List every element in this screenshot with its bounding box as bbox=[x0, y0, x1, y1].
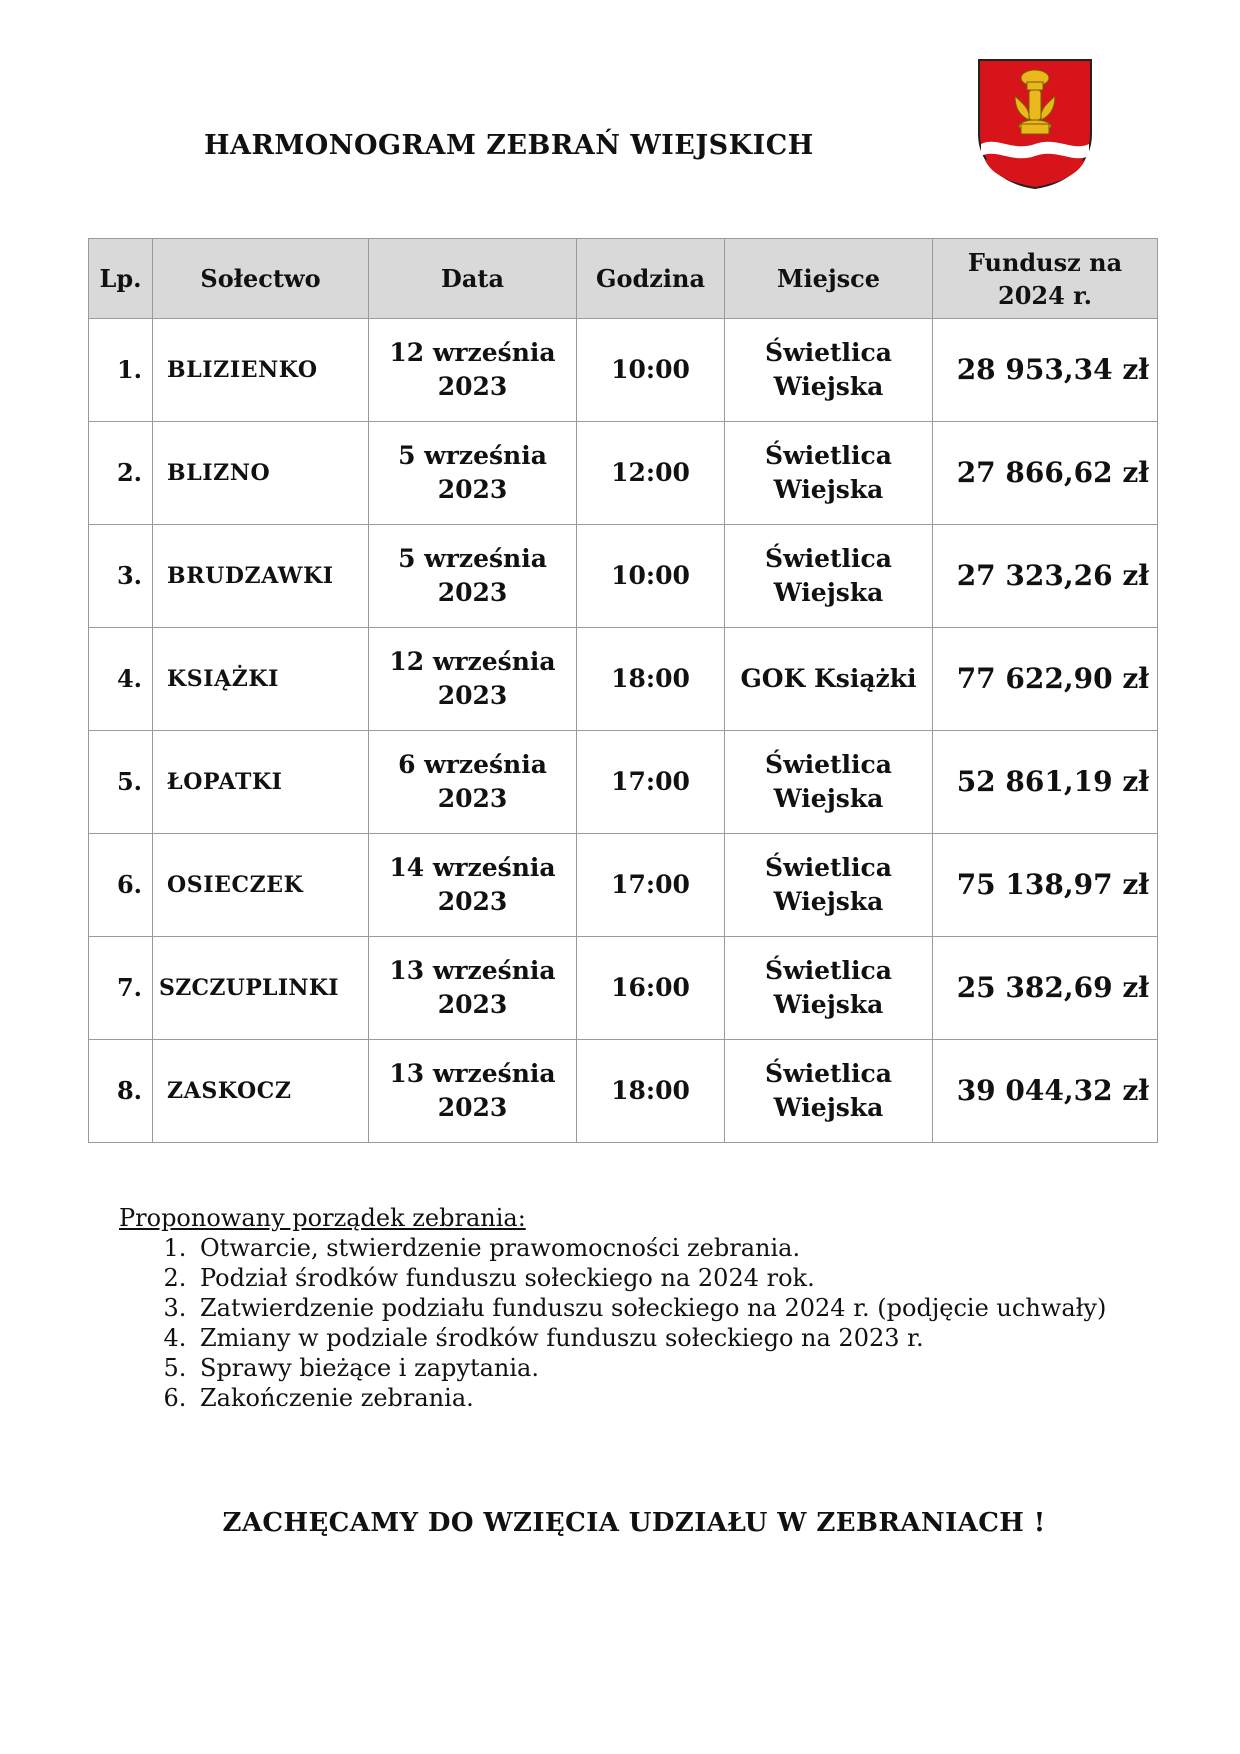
call-to-action: ZACHĘCAMY DO WZIĘCIA UDZIAŁU W ZEBRANIACH ! bbox=[222, 1508, 1046, 1538]
cell-lp: 7. bbox=[89, 937, 153, 1040]
cell-godzina: 12:00 bbox=[577, 422, 725, 525]
cell-lp: 1. bbox=[89, 319, 153, 422]
table-row bbox=[89, 628, 1158, 731]
cell-data-line2: 2023 bbox=[437, 578, 508, 607]
cell-data-line2: 2023 bbox=[437, 990, 508, 1019]
cell-lp: 3. bbox=[89, 525, 153, 628]
cell-data-line2: 2023 bbox=[437, 784, 508, 813]
cell-data-line2: 2023 bbox=[437, 681, 508, 710]
agenda-item: 4. Zmiany w podziale środków funduszu sołeckiego na 2023 r. bbox=[194, 1323, 1154, 1353]
cell-solectwo: ŁOPATKI bbox=[153, 731, 369, 834]
cell-miejsce-line1: Świetlica bbox=[765, 750, 892, 779]
page-title: HARMONOGRAM ZEBRAŃ WIEJSKICH bbox=[204, 130, 814, 161]
cell-data-line1: 13 września bbox=[389, 1059, 556, 1088]
header-fundusz-line1: Fundusz na bbox=[967, 247, 1123, 277]
cell-fundusz: 39 044,32 zł bbox=[933, 1040, 1158, 1143]
header-solectwo: Sołectwo bbox=[153, 239, 369, 319]
agenda-item: 2. Podział środków funduszu sołeckiego na 2024 rok. bbox=[194, 1263, 1154, 1293]
cell-fundusz: 75 138,97 zł bbox=[933, 834, 1158, 937]
cell-fundusz: 27 866,62 zł bbox=[933, 422, 1158, 525]
cell-data bbox=[369, 1040, 577, 1143]
cell-data bbox=[369, 628, 577, 731]
cell-miejsce-line2: Wiejska bbox=[773, 475, 884, 504]
cell-solectwo: BLIZNO bbox=[153, 422, 369, 525]
cell-miejsce-line1: Świetlica bbox=[765, 853, 892, 882]
agenda bbox=[119, 1203, 1154, 1413]
cell-fundusz: 77 622,90 zł bbox=[933, 628, 1158, 731]
table-row bbox=[89, 834, 1158, 937]
header-fundusz-line2: 2024 r. bbox=[998, 280, 1092, 310]
header-godzina: Godzina bbox=[577, 239, 725, 319]
cell-fundusz: 52 861,19 zł bbox=[933, 731, 1158, 834]
cell-miejsce bbox=[725, 937, 933, 1040]
cell-data bbox=[369, 731, 577, 834]
cell-godzina: 17:00 bbox=[577, 731, 725, 834]
table-row bbox=[89, 525, 1158, 628]
cell-godzina: 17:00 bbox=[577, 834, 725, 937]
cell-godzina: 10:00 bbox=[577, 525, 725, 628]
cell-fundusz: 25 382,69 zł bbox=[933, 937, 1158, 1040]
table-header-row bbox=[89, 239, 1158, 319]
cell-solectwo: BRUDZAWKI bbox=[153, 525, 369, 628]
cell-miejsce-line1: Świetlica bbox=[765, 956, 892, 985]
cell-godzina: 18:00 bbox=[577, 628, 725, 731]
header-fundusz bbox=[933, 239, 1158, 319]
cell-data-line2: 2023 bbox=[437, 372, 508, 401]
cell-data-line1: 12 września bbox=[389, 338, 556, 367]
cell-data-line2: 2023 bbox=[437, 887, 508, 916]
cell-miejsce bbox=[725, 834, 933, 937]
agenda-item: 5. Sprawy bieżące i zapytania. bbox=[194, 1353, 1154, 1383]
cell-miejsce bbox=[725, 319, 933, 422]
cell-solectwo: ZASKOCZ bbox=[153, 1040, 369, 1143]
cell-godzina: 10:00 bbox=[577, 319, 725, 422]
cell-lp: 2. bbox=[89, 422, 153, 525]
cell-solectwo: KSIĄŻKI bbox=[153, 628, 369, 731]
cell-miejsce-line2: Wiejska bbox=[773, 372, 884, 401]
cell-miejsce-line2: Wiejska bbox=[773, 887, 884, 916]
table-row bbox=[89, 731, 1158, 834]
cell-miejsce-line2: Wiejska bbox=[773, 990, 884, 1019]
agenda-item: 3. Zatwierdzenie podziału funduszu sołeckiego na 2024 r. (podjęcie uchwały) bbox=[194, 1293, 1154, 1323]
header-miejsce: Miejsce bbox=[725, 239, 933, 319]
cell-solectwo: SZCZUPLINKI bbox=[153, 937, 369, 1040]
cell-fundusz: 27 323,26 zł bbox=[933, 525, 1158, 628]
coat-of-arms-icon bbox=[975, 56, 1095, 190]
header-lp: Lp. bbox=[89, 239, 153, 319]
cell-miejsce-line1: Świetlica bbox=[765, 441, 892, 470]
cell-godzina: 18:00 bbox=[577, 1040, 725, 1143]
cell-data bbox=[369, 319, 577, 422]
cell-data bbox=[369, 422, 577, 525]
agenda-item: 1. Otwarcie, stwierdzenie prawomocności zebrania. bbox=[194, 1233, 1154, 1263]
agenda-list bbox=[119, 1233, 1154, 1413]
cell-solectwo: OSIECZEK bbox=[153, 834, 369, 937]
cell-data bbox=[369, 834, 577, 937]
header-data: Data bbox=[369, 239, 577, 319]
cell-fundusz: 28 953,34 zł bbox=[933, 319, 1158, 422]
cell-data-line2: 2023 bbox=[437, 1093, 508, 1122]
cell-lp: 6. bbox=[89, 834, 153, 937]
cell-miejsce-line1: Świetlica bbox=[765, 1059, 892, 1088]
cell-lp: 8. bbox=[89, 1040, 153, 1143]
cell-miejsce-line1: Świetlica bbox=[765, 338, 892, 367]
cell-miejsce bbox=[725, 525, 933, 628]
cell-miejsce-line2: Wiejska bbox=[773, 784, 884, 813]
table-row bbox=[89, 319, 1158, 422]
cell-lp: 5. bbox=[89, 731, 153, 834]
cell-miejsce: GOK Książki bbox=[725, 628, 933, 731]
schedule-table bbox=[88, 238, 1158, 1143]
cell-data-line1: 6 września bbox=[398, 750, 547, 779]
cell-miejsce-line2: Wiejska bbox=[773, 1093, 884, 1122]
cell-data-line1: 13 września bbox=[389, 956, 556, 985]
cell-data-line1: 5 września bbox=[398, 441, 547, 470]
agenda-item: 6. Zakończenie zebrania. bbox=[194, 1383, 1154, 1413]
cell-solectwo: BLIZIENKO bbox=[153, 319, 369, 422]
cell-miejsce bbox=[725, 422, 933, 525]
table-row bbox=[89, 937, 1158, 1040]
table-row bbox=[89, 422, 1158, 525]
cell-data bbox=[369, 525, 577, 628]
cell-data-line2: 2023 bbox=[437, 475, 508, 504]
table-row bbox=[89, 1040, 1158, 1143]
cell-lp: 4. bbox=[89, 628, 153, 731]
cell-miejsce-line1: Świetlica bbox=[765, 544, 892, 573]
cell-data-line1: 14 września bbox=[389, 853, 556, 882]
agenda-heading: Proponowany porządek zebrania: bbox=[119, 1204, 526, 1232]
cell-godzina: 16:00 bbox=[577, 937, 725, 1040]
cell-data-line1: 5 września bbox=[398, 544, 547, 573]
cell-miejsce bbox=[725, 1040, 933, 1143]
cell-miejsce bbox=[725, 731, 933, 834]
cell-data-line1: 12 września bbox=[389, 647, 556, 676]
cell-data bbox=[369, 937, 577, 1040]
cell-miejsce-line2: Wiejska bbox=[773, 578, 884, 607]
